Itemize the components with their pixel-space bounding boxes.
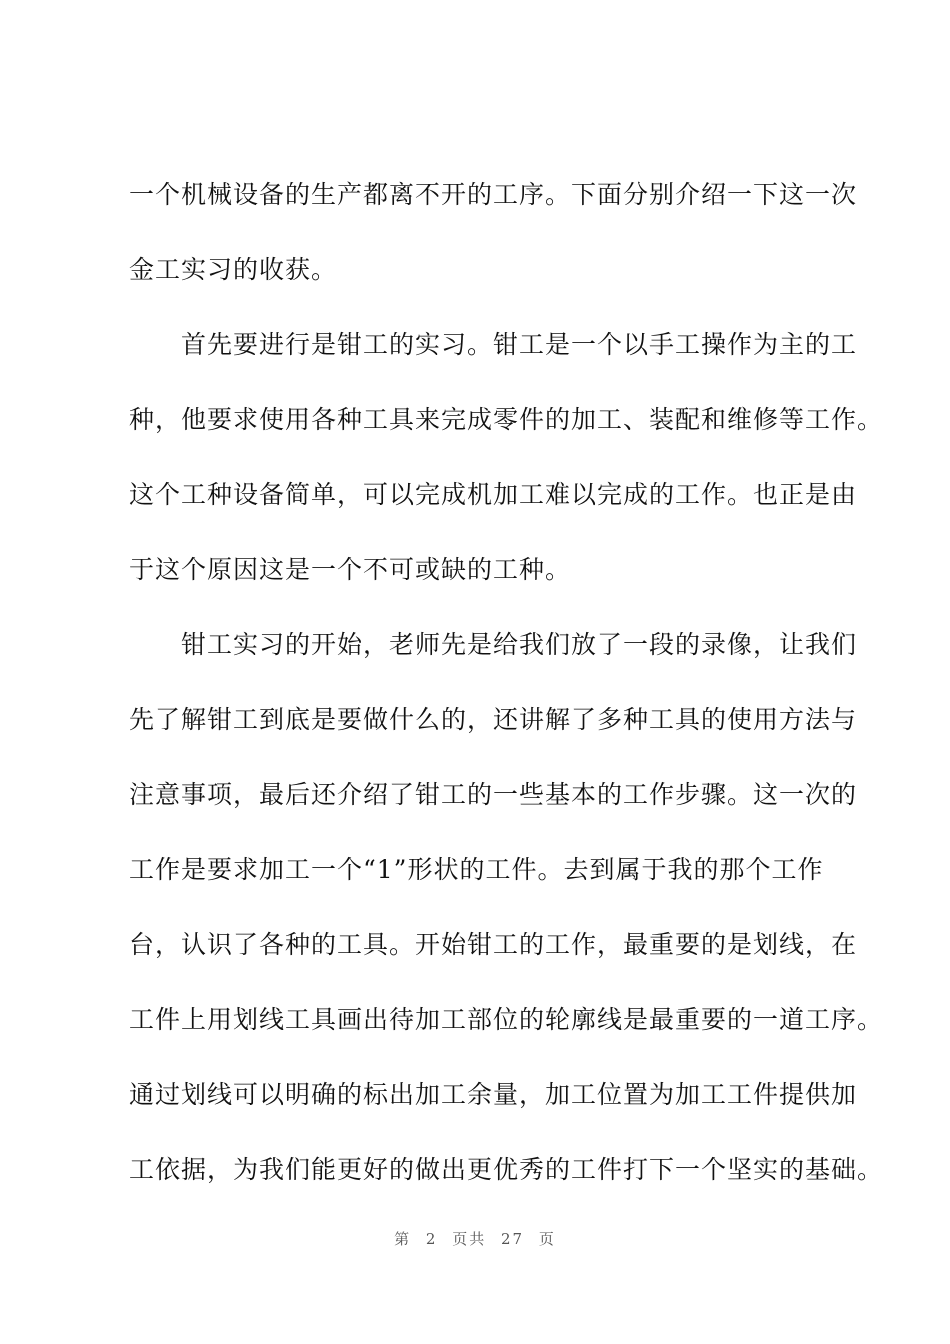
text-line: 这个工种设备简单，可以完成机加工难以完成的工作。也正是由 (129, 480, 858, 509)
text-line: 先了解钳工到底是要做什么的，还讲解了多种工具的使用方法与 (129, 705, 858, 734)
text-line: 通过划线可以明确的标出加工余量，加工位置为加工工件提供加 (129, 1080, 858, 1109)
body-text (129, 160, 884, 1210)
text-line: 金工实习的收获。 (129, 255, 338, 284)
page-number-footer: 第 2 页共 27 页 (394, 1230, 556, 1248)
text-line: 注意事项，最后还介绍了钳工的一些基本的工作步骤。这一次的 (129, 780, 858, 809)
text-line: 首先要进行是钳工的实习。钳工是一个以手工操作为主的工 (129, 330, 858, 359)
text-line: 工件上用划线工具画出待加工部位的轮廓线是最重要的一道工序。 (129, 1005, 884, 1034)
text-line: 工依据，为我们能更好的做出更优秀的工件打下一个坚实的基础。 (129, 1155, 884, 1184)
text-line: 于这个原因这是一个不可或缺的工种。 (129, 555, 572, 584)
text-line: 种，他要求使用各种工具来完成零件的加工、装配和维修等工作。 (129, 405, 884, 434)
text-line: 钳工实习的开始，老师先是给我们放了一段的录像，让我们 (129, 630, 858, 659)
text-line: 工作是要求加工一个“1”形状的工件。去到属于我的那个工作 (129, 855, 824, 884)
text-line: 台，认识了各种的工具。开始钳工的工作，最重要的是划线，在 (129, 930, 858, 959)
text-line: 一个机械设备的生产都离不开的工序。下面分别介绍一下这一次 (129, 180, 858, 209)
